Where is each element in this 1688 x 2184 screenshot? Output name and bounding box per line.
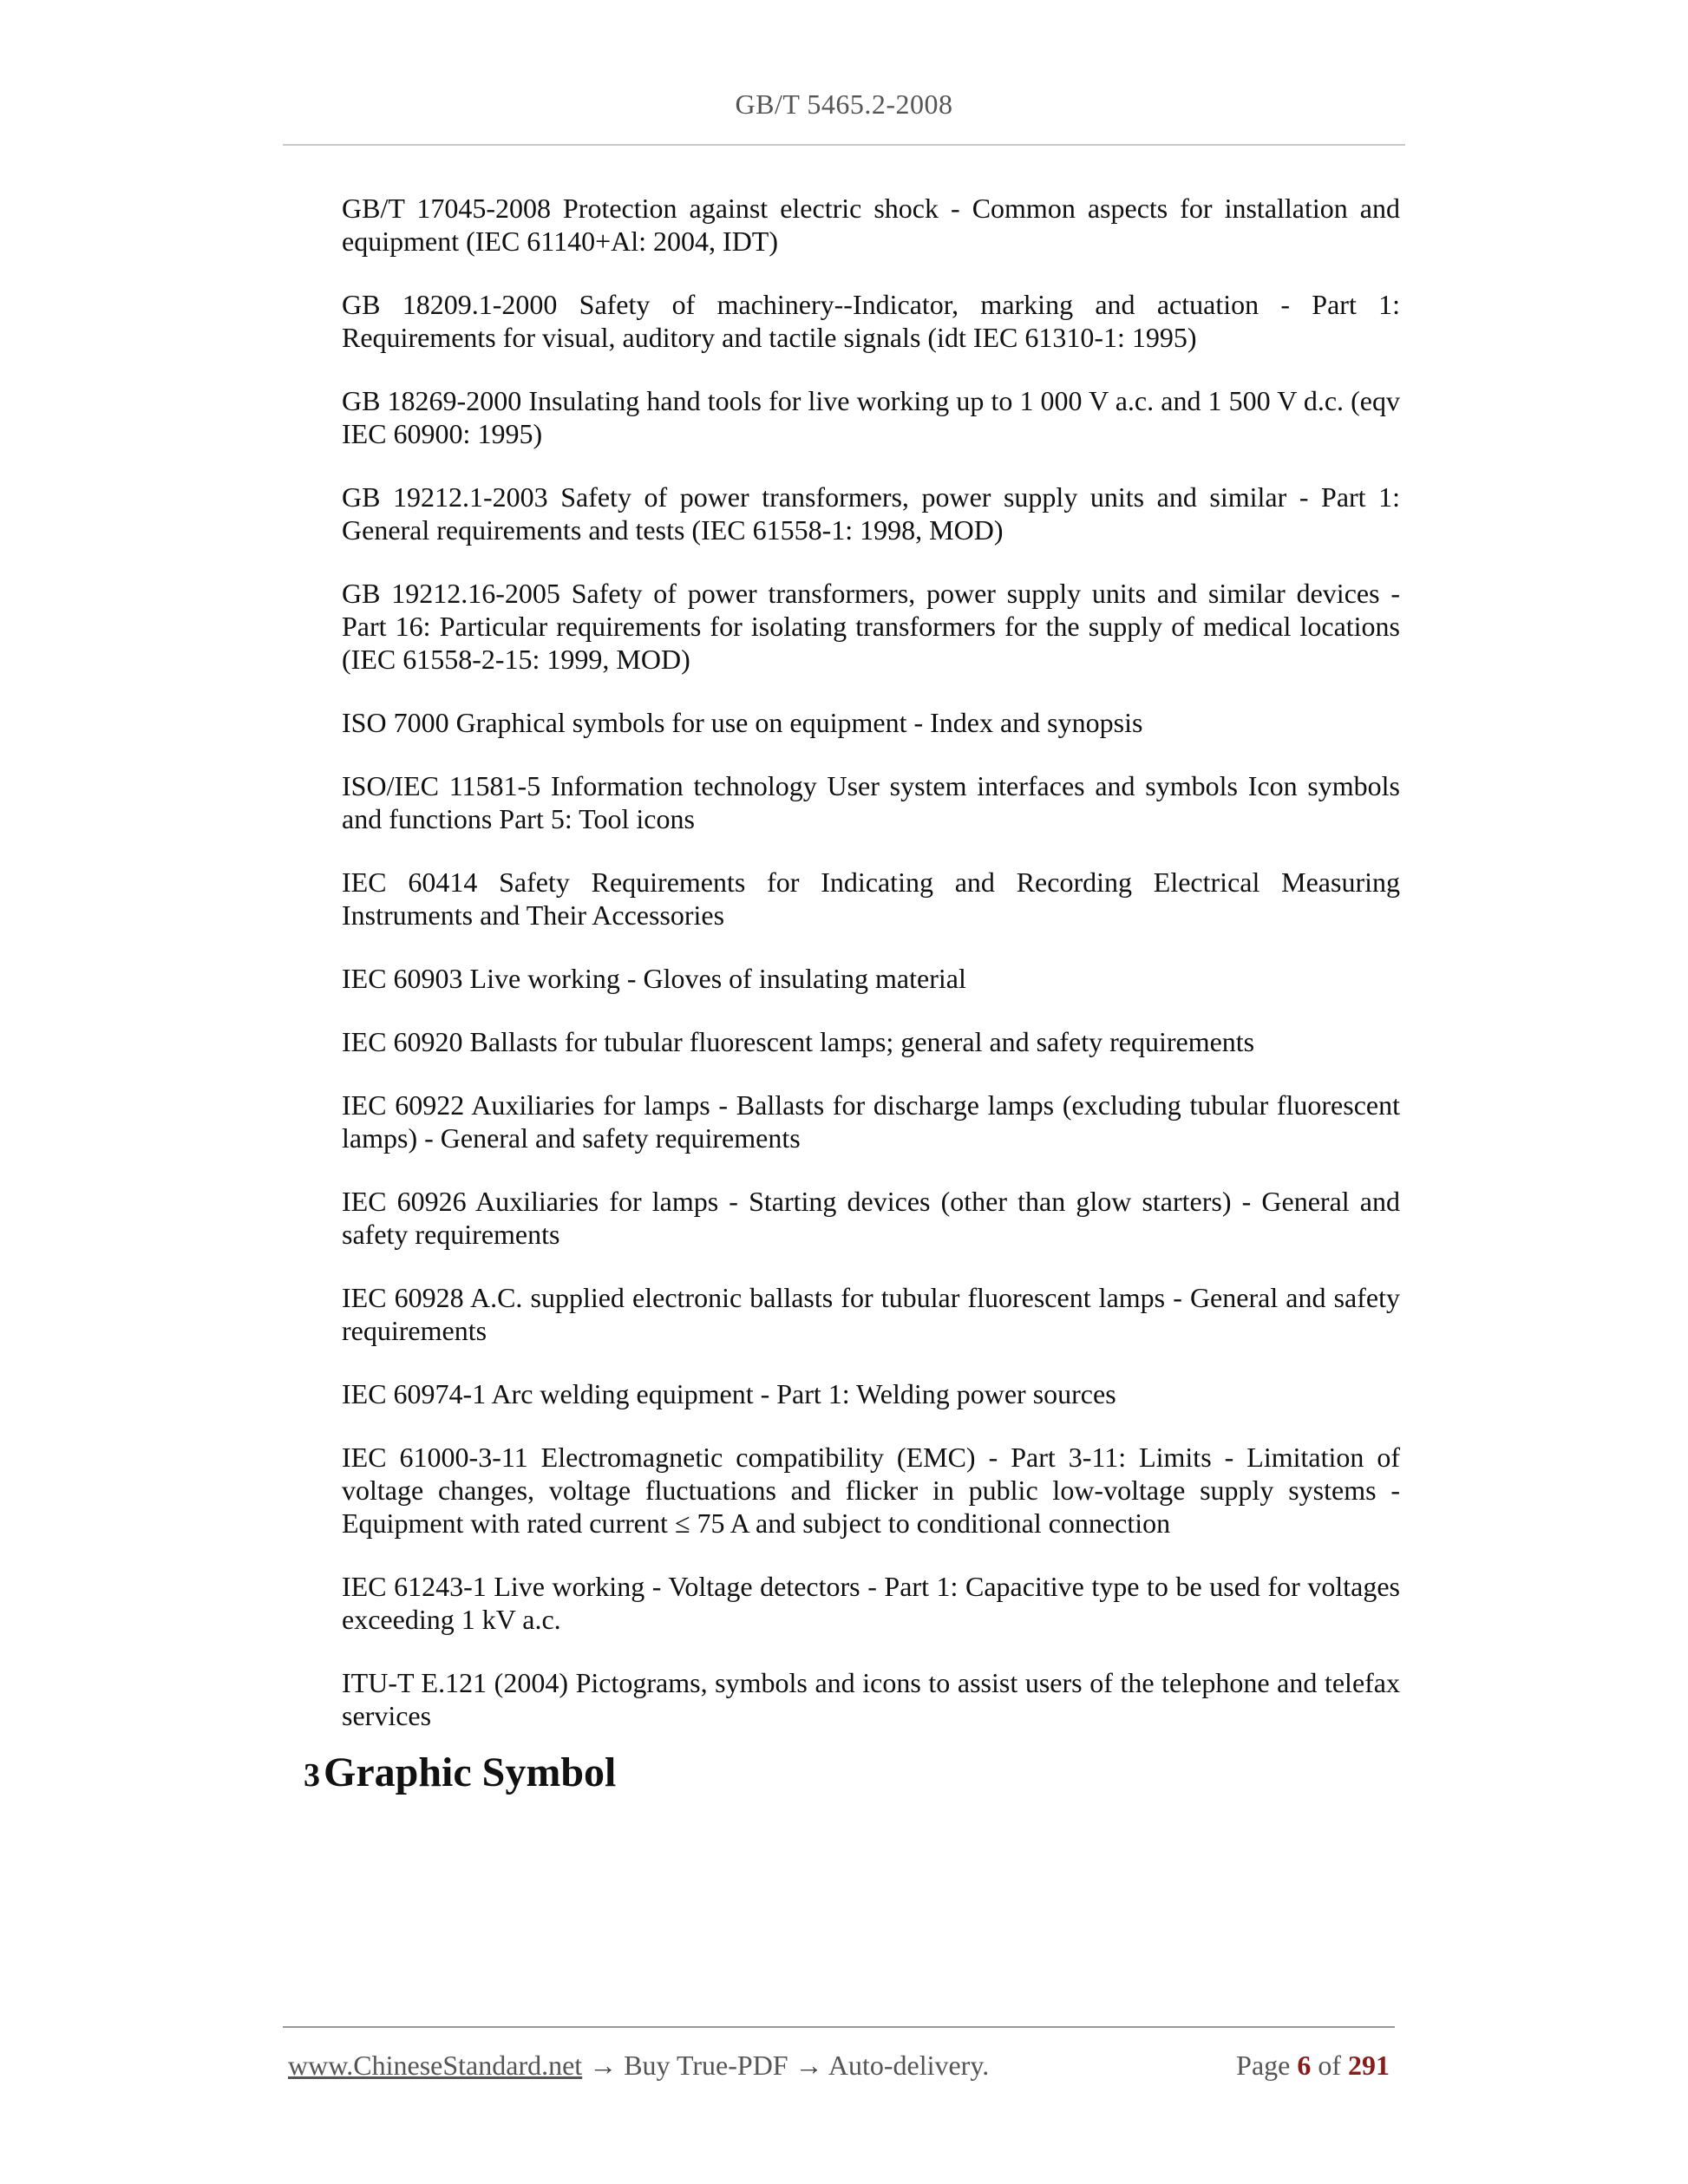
reference-item: GB/T 17045-2008 Protection against electric shock - Common aspects for installation and equipment (IEC 61140+Al: 2004, IDT) <box>342 193 1400 257</box>
reference-item: ISO 7000 Graphical symbols for use on equipment - Index and synopsis <box>342 707 1143 738</box>
footer-links <box>288 2050 989 2082</box>
reference-item: IEC 60974-1 Arc welding equipment - Part 1: Welding power sources <box>342 1378 1116 1409</box>
auto-delivery-text: Auto-delivery. <box>828 2050 990 2081</box>
page-header-title: GB/T 5465.2-2008 <box>735 88 953 120</box>
arrow-right-icon: → <box>589 2050 618 2081</box>
reference-item: GB 18209.1-2000 Safety of machinery--Indicator, marking and actuation - Part 1: Requirements for visual, auditory and tactile signals (idt IEC 61310-1: 1995) <box>342 289 1400 353</box>
page-prefix: Page <box>1236 2050 1291 2081</box>
page-indicator <box>1236 2050 1390 2082</box>
arrow-right-icon: → <box>795 2050 823 2081</box>
reference-item: GB 19212.1-2003 Safety of power transformers, power supply units and similar - Part 1: General requirements and tests (IEC 61558-1: 1998, MOD) <box>342 481 1400 546</box>
reference-item: ITU-T E.121 (2004) Pictograms, symbols and icons to assist users of the telephone and telefax services <box>342 1667 1400 1731</box>
section-title: Graphic Symbol <box>324 1749 617 1795</box>
reference-item: IEC 60903 Live working - Gloves of insulating material <box>342 963 966 994</box>
page-total: 291 <box>1348 2050 1390 2081</box>
reference-item: IEC 61000-3-11 Electromagnetic compatibility (EMC) - Part 3-11: Limits - Limitation of voltage changes, voltage fluctuations and flicker in public low-voltage supply systems - Equipment with rated current ≤ 75 A and subject to conditional connection <box>342 1442 1400 1539</box>
page-current: 6 <box>1297 2050 1312 2081</box>
reference-item: IEC 60922 Auxiliaries for lamps - Ballasts for discharge lamps (excluding tubular fluorescent lamps) - General and safety requirements <box>342 1089 1400 1154</box>
reference-item: IEC 61243-1 Live working - Voltage detectors - Part 1: Capacitive type to be used for voltages exceeding 1 kV a.c. <box>342 1571 1400 1635</box>
section-heading <box>304 1749 616 1796</box>
reference-item: IEC 60414 Safety Requirements for Indicating and Recording Electrical Measuring Instruments and Their Accessories <box>342 866 1400 931</box>
reference-item: IEC 60928 A.C. supplied electronic ballasts for tubular fluorescent lamps - General and safety requirements <box>342 1282 1400 1346</box>
page-of: of <box>1318 2050 1341 2081</box>
reference-item: ISO/IEC 11581-5 Information technology User system interfaces and symbols Icon symbols and functions Part 5: Tool icons <box>342 770 1400 834</box>
reference-item: IEC 60926 Auxiliaries for lamps - Starting devices (other than glow starters) - General and safety requirements <box>342 1186 1400 1250</box>
website-link[interactable]: www.ChineseStandard.net <box>288 2050 583 2081</box>
buy-true-pdf-text: Buy True-PDF <box>624 2050 788 2081</box>
footer-divider <box>283 2026 1395 2028</box>
header-divider <box>283 144 1405 146</box>
reference-item: GB 18269-2000 Insulating hand tools for live working up to 1 000 V a.c. and 1 500 V d.c. (eqv IEC 60900: 1995) <box>342 385 1400 449</box>
reference-item: IEC 60920 Ballasts for tubular fluorescent lamps; general and safety requirements <box>342 1026 1255 1057</box>
section-number: 3 <box>304 1757 320 1794</box>
reference-item: GB 19212.16-2005 Safety of power transformers, power supply units and similar devices - Part 16: Particular requirements for isolating transformers for the supply of medical locations (IEC 61558-2-15: 1999, MOD) <box>342 578 1400 675</box>
normative-references-list <box>342 192 1400 1762</box>
